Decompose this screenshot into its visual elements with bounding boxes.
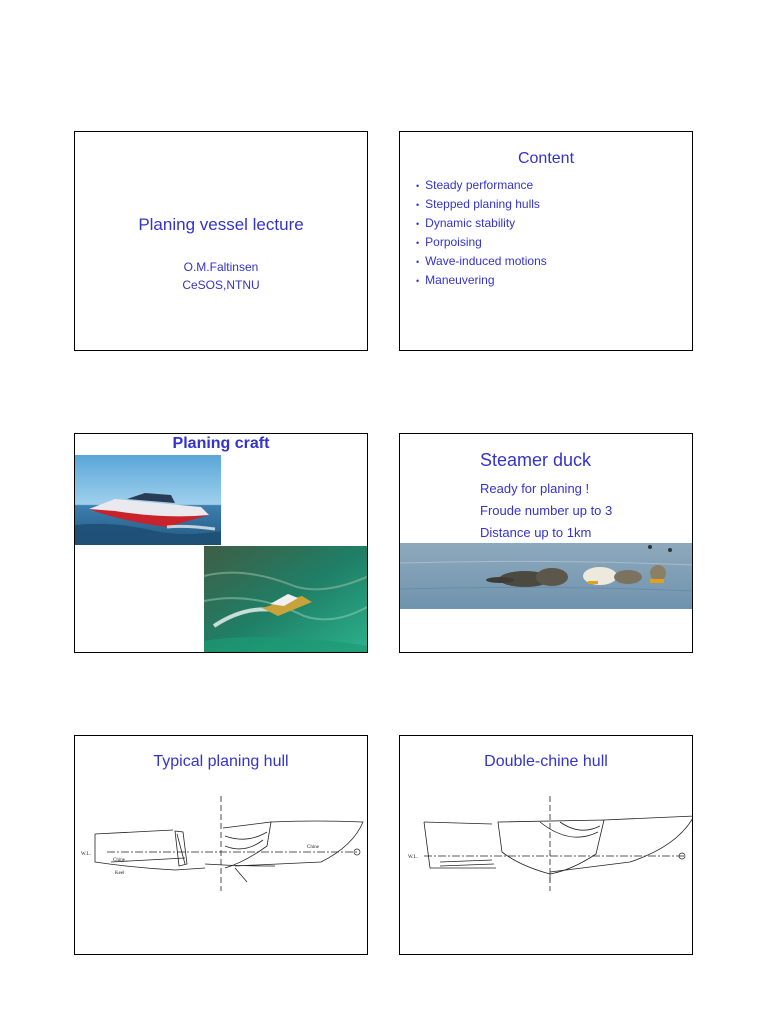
content-title: Content	[517, 150, 575, 167]
bullet: •	[416, 257, 420, 267]
double-chine-drawing	[400, 796, 693, 896]
keel-label: Keel	[115, 871, 125, 876]
slide-typical-hull	[74, 735, 368, 955]
duck-photo	[400, 543, 693, 609]
list-item: • Steady performance	[416, 178, 534, 192]
duck-line-2: Froude number up to 3	[480, 503, 613, 518]
author: O.M.Faltinsen	[183, 260, 259, 274]
chine-near-label: Chine	[113, 858, 125, 863]
bullet: •	[416, 219, 420, 229]
slide-steamer-duck	[399, 433, 693, 653]
bullet: •	[416, 200, 420, 210]
bullet: •	[416, 276, 420, 286]
bullet: •	[416, 238, 420, 248]
affiliation: CeSOS,NTNU	[182, 278, 260, 292]
bullet: •	[416, 181, 420, 191]
slide-planing-craft	[74, 433, 368, 653]
slide-content	[399, 131, 693, 351]
list-item: • Porpoising	[416, 235, 482, 249]
list-item: • Maneuvering	[416, 273, 495, 287]
wl-label: W.L.	[408, 855, 418, 860]
typical-hull-drawing	[75, 796, 368, 896]
list-item: • Dynamic stability	[416, 216, 516, 230]
speedboat-photo	[75, 455, 221, 545]
content-list	[416, 176, 547, 290]
typical-hull-title: Typical planing hull	[153, 753, 289, 770]
planing-craft-title: Planing craft	[172, 435, 270, 452]
slide-title	[74, 131, 368, 351]
chine-far-label: Chine	[307, 845, 319, 850]
list-item: • Stepped planing hulls	[416, 197, 540, 211]
wl-label: W.L.	[81, 852, 91, 857]
list-item: • Wave-induced motions	[416, 254, 547, 268]
duck-line-1: Ready for planing !	[480, 481, 590, 496]
duck-line-3: Distance up to 1km	[480, 525, 592, 540]
steamer-duck-title: Steamer duck	[480, 450, 592, 470]
double-chine-title: Double-chine hull	[484, 753, 608, 770]
motorboat-photo	[204, 546, 368, 653]
slide-double-chine	[399, 735, 693, 955]
lecture-title: Planing vessel lecture	[138, 215, 304, 234]
